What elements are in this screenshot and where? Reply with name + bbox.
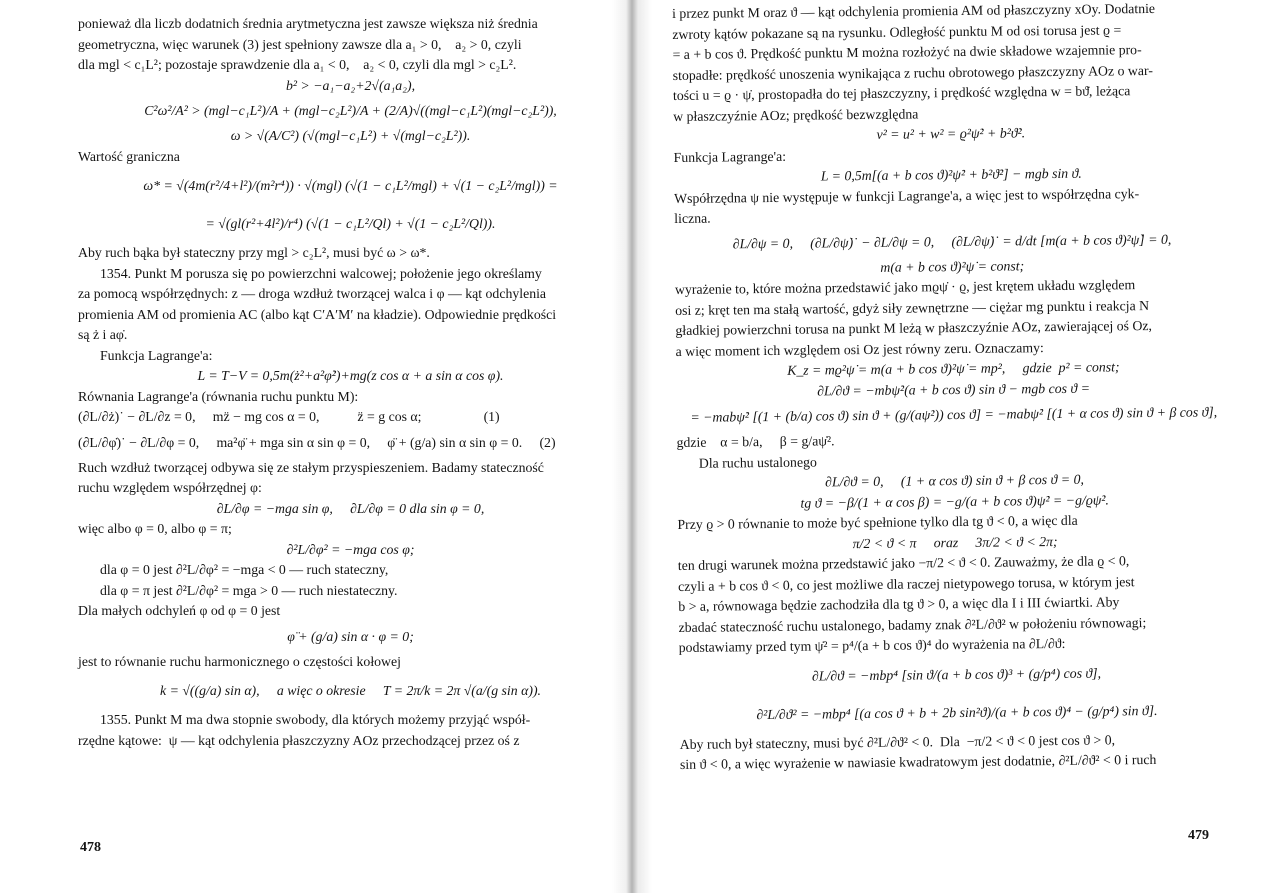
text-line: Funkcja Lagrange'a: (100, 347, 213, 363)
text-line: geometryczna, więc warunek (3) jest spełniony zawsze dla a₁ > 0, a₂ > 0, czyli (78, 36, 522, 52)
text-line: czyli a + b cos ϑ < 0, co jest możliwe dla raczej nietypowego torusa, w którym jest (678, 573, 1135, 594)
equation: = √(gl(r²+4l²)/r⁴) (√(1 − c₁L²/Ql) + √(1 − c₂L²/Ql)). (205, 216, 496, 231)
text-line: liczna. (674, 210, 711, 226)
equation: ω > √(A/C²) (√(mgl−c₁L²) + √(mgl−c₂L²)). (230, 128, 471, 143)
equation: k = √((g/a) sin α), a więc o okresie T = 2π/k = 2π √(a/(g sin α)). (160, 683, 541, 698)
right-page (632, 0, 1263, 893)
equation: π/2 < ϑ < π oraz 3π/2 < ϑ < 2π; (852, 533, 1058, 551)
text-line: zbadać stateczność ruchu ustalonego, badamy znak ∂²L/∂ϑ² w położeniu równowagi; (678, 614, 1147, 635)
text-line: w płaszczyźnie AOz; prędkość bezwzględna (673, 105, 919, 124)
equation: ∂L/∂ψ = 0, (∂L/∂ψ̇)˙ − ∂L/∂ψ = 0, (∂L/∂ψ̇)˙ = d/dt [m(a + b cos ϑ)²ψ̇] = 0, (732, 231, 1172, 251)
text-line: Funkcja Lagrange'a: (673, 148, 787, 165)
text-line: rzędne kątowe: ψ — kąt odchylenia płaszczyzny AOz przechodzącej przez oś z (78, 732, 520, 748)
text-line: więc albo φ = 0, albo φ = π; (78, 521, 232, 536)
equation: ∂L/∂ϑ = 0, (1 + α cos ϑ) sin ϑ + β cos ϑ = 0, (825, 471, 1084, 490)
equation-1: (∂L/∂ż)˙ − ∂L/∂z = 0, mz̈ − mg cos α = 0, z̈ = g cos α; (1) (78, 409, 500, 424)
text-line: są ż i aφ̇. (78, 327, 128, 342)
equation: φ̈ + (g/a) sin α · φ = 0; (287, 628, 414, 644)
text-line: ruchu względem współrzędnej φ: (78, 480, 262, 495)
text-line: gdzie α = b/a, β = g/aψ̇². (676, 433, 835, 450)
text-line: ten drugi warunek można przedstawić jako −π/2 < ϑ < 0. Zauważmy, że dla ϱ < 0, (677, 553, 1130, 573)
text-line: gładkiej powierzchni torusa na punkt M leżą w płaszczyźnie AOz, zawierającej oś Oz, (675, 317, 1153, 338)
text-line: Równania Lagrange'a (równania ruchu punktu M): (78, 388, 359, 404)
text-line: dla φ = π jest ∂²L/∂φ² = mga > 0 — ruch niestateczny. (100, 582, 398, 598)
text-line: Współrzędna ψ nie występuje w funkcji Lagrange'a, a więc jest to współrzędna cyk- (673, 185, 1140, 206)
text-line: Dla ruchu ustalonego (698, 454, 817, 471)
equation: C²ω²/A² > (mgl−c₁L²)/A + (mgl−c₂L²)/A + (2/A)√((mgl−c₁L²)(mgl−c₂L²)), (144, 103, 557, 118)
text-line: promienia AM od promienia AC (albo kąt C′A′M′ na kładzie). Odpowiednie prędkości (78, 306, 557, 322)
text-line: jest to równanie ruchu harmonicznego o częstości kołowej (78, 653, 401, 669)
equation: v² = u² + w² = ϱ²ψ̇² + b²ϑ̇². (876, 125, 1026, 142)
equation: ∂L/∂ϑ = −mbp⁴ [sin ϑ/(a + b cos ϑ)³ + (g/p⁴) cos ϑ], (811, 665, 1102, 684)
text-line: Ruch wzdłuż tworzącej odbywa się ze stałym przyspieszeniem. Badamy stateczność (78, 459, 544, 475)
text-line: dla φ = 0 jest ∂²L/∂φ² = −mga < 0 — ruch stateczny, (100, 562, 389, 577)
text-line: ponieważ dla liczb dodatnich średnia arytmetyczna jest zawsze większa niż średnia (78, 16, 538, 31)
text-line: osi z; kręt ten ma stałą wartość, gdyż siły zewnętrzne — ciężar mg punktu i reakcja N (675, 297, 1150, 318)
text-line: tości u = ϱ · ψ̇, prostopadła do tej płaszczyzny, i prędkość względna w = bϑ̇, leżąca (672, 83, 1131, 103)
page-number-left: 478 (80, 840, 101, 855)
equation: = −mabψ̇² [(1 + (b/a) cos ϑ) sin ϑ + (g/(aψ̇²)) cos ϑ] = −mabψ̇² [(1 + α cos ϑ) sin ϑ + β cos ϑ], (690, 404, 1218, 425)
text-line: i przez punkt M oraz ϑ — kąt odchylenia promienia AM od płaszczyzny xOy. Dodatnie (672, 0, 1156, 21)
text-line: a więc moment ich względem osi Oz jest równy zeru. Oznaczamy: (675, 339, 1044, 359)
equation-2: (∂L/∂φ̇)˙ − ∂L/∂φ = 0, ma²φ̈ + mga sin α sin φ = 0, φ̈ + (g/a) sin α sin φ = 0. (2) (78, 434, 556, 450)
text-line: = a + b cos ϑ. Prędkość punktu M można rozłożyć na dwie składowe wzajemnie pro- (672, 42, 1142, 62)
text-line: Aby ruch bąka był stateczny przy mgl > c₂L², musi być ω > ω*. (78, 245, 430, 260)
text-line: Dla małych odchyleń φ od φ = 0 jest (78, 603, 281, 618)
text-line: stopadłe: prędkość unoszenia wynikająca z ruchu obrotowego płaszczyzny AOz o war- (672, 62, 1153, 83)
equation: ∂L/∂φ = −mga sin φ, ∂L/∂φ = 0 dla sin φ = 0, (216, 500, 485, 516)
text-line: sin ϑ < 0, a więc wyrażenie w nawiasie kwadratowym jest dodatnie, ∂²L/∂ϑ² < 0 i ruch (679, 751, 1157, 772)
left-page-text (78, 14, 623, 751)
text-line: zwroty kątów pokazane są na rysunku. Odległość punktu M od osi torusa jest ϱ = (672, 21, 1122, 42)
equation: ω* = √(4m(r²/4+l²)/(m²r⁴)) · √(mgl) (√(1 − c₁L²/mgl) + √(1 − c₂L²/mgl)) = (143, 178, 558, 193)
equation: ∂²L/∂ϑ² = −mbp⁴ [(a cos ϑ + b + 2b sin²ϑ)/(a + b cos ϑ)⁴ − (g/p⁴) sin ϑ]. (756, 702, 1158, 722)
page-number-right: 479 (1188, 828, 1209, 843)
text-line: b > a, równowaga będzie zachodziła dla tg ϑ > 0, a więc dla I i III ćwiartki. Aby (678, 594, 1120, 614)
text-line: wyrażenie to, które można przedstawić jako mϱψ̇ · ϱ, jest krętem układu względem (674, 277, 1136, 297)
text-line: Wartość graniczna (78, 148, 180, 164)
equation: ∂L/∂ϑ = −mbψ̇²(a + b cos ϑ) sin ϑ − mgb cos ϑ = (817, 380, 1091, 399)
problem-1355-heading: 1355. Punkt M ma dwa stopnie swobody, dla których możemy przyjąć współ- (100, 712, 531, 727)
equation: tg ϑ = −β/(1 + α cos β) = −g/(a + b cos ϑ)ψ̇² = −g/ϱψ̇². (800, 491, 1110, 511)
text-line: Przy ϱ > 0 równanie to może być spełnione tylko dla tg ϑ < 0, a więc dla (677, 512, 1078, 532)
equation: ∂²L/∂φ² = −mga cos φ; (286, 541, 415, 557)
text-line: dla mgl < c₁L²; pozostaje sprawdzenie dla a₁ < 0, a₂ < 0, czyli dla mgl > c₂L². (78, 57, 517, 72)
equation: L = 0,5m[(a + b cos ϑ)²ψ̇² + b²ϑ̇²] − mgb sin ϑ. (820, 165, 1082, 184)
equation: b² > −a₁−a₂+2√(a₁a₂), (285, 77, 416, 93)
equation: L = T−V = 0,5m(ż²+a²φ̇²)+mg(z cos α + a sin α cos φ). (197, 368, 504, 383)
equation: m(a + b cos ϑ)²ψ̇ = const; (880, 257, 1025, 275)
text-line: Aby ruch był stateczny, musi być ∂²L/∂ϑ² < 0. Dla −π/2 < ϑ < 0 jest cos ϑ > 0, (679, 731, 1116, 752)
text-line: za pomocą współrzędnych: z — droga wzdłuż tworzącej walca i φ — kąt odchylenia (78, 286, 547, 301)
problem-1354-heading: 1354. Punkt M porusza się po powierzchni walcowej; położenie jego określamy (100, 265, 542, 281)
text-line: podstawiamy przed tym ψ̇² = p⁴/(a + b cos ϑ)⁴ do wyrażenia na ∂L/∂ϑ: (678, 635, 1066, 655)
equation: K_z = mϱ²ψ̇ = m(a + b cos ϑ)²ψ̇ = mp², gdzie p² = const; (787, 359, 1120, 378)
right-page-text (672, 0, 1235, 775)
